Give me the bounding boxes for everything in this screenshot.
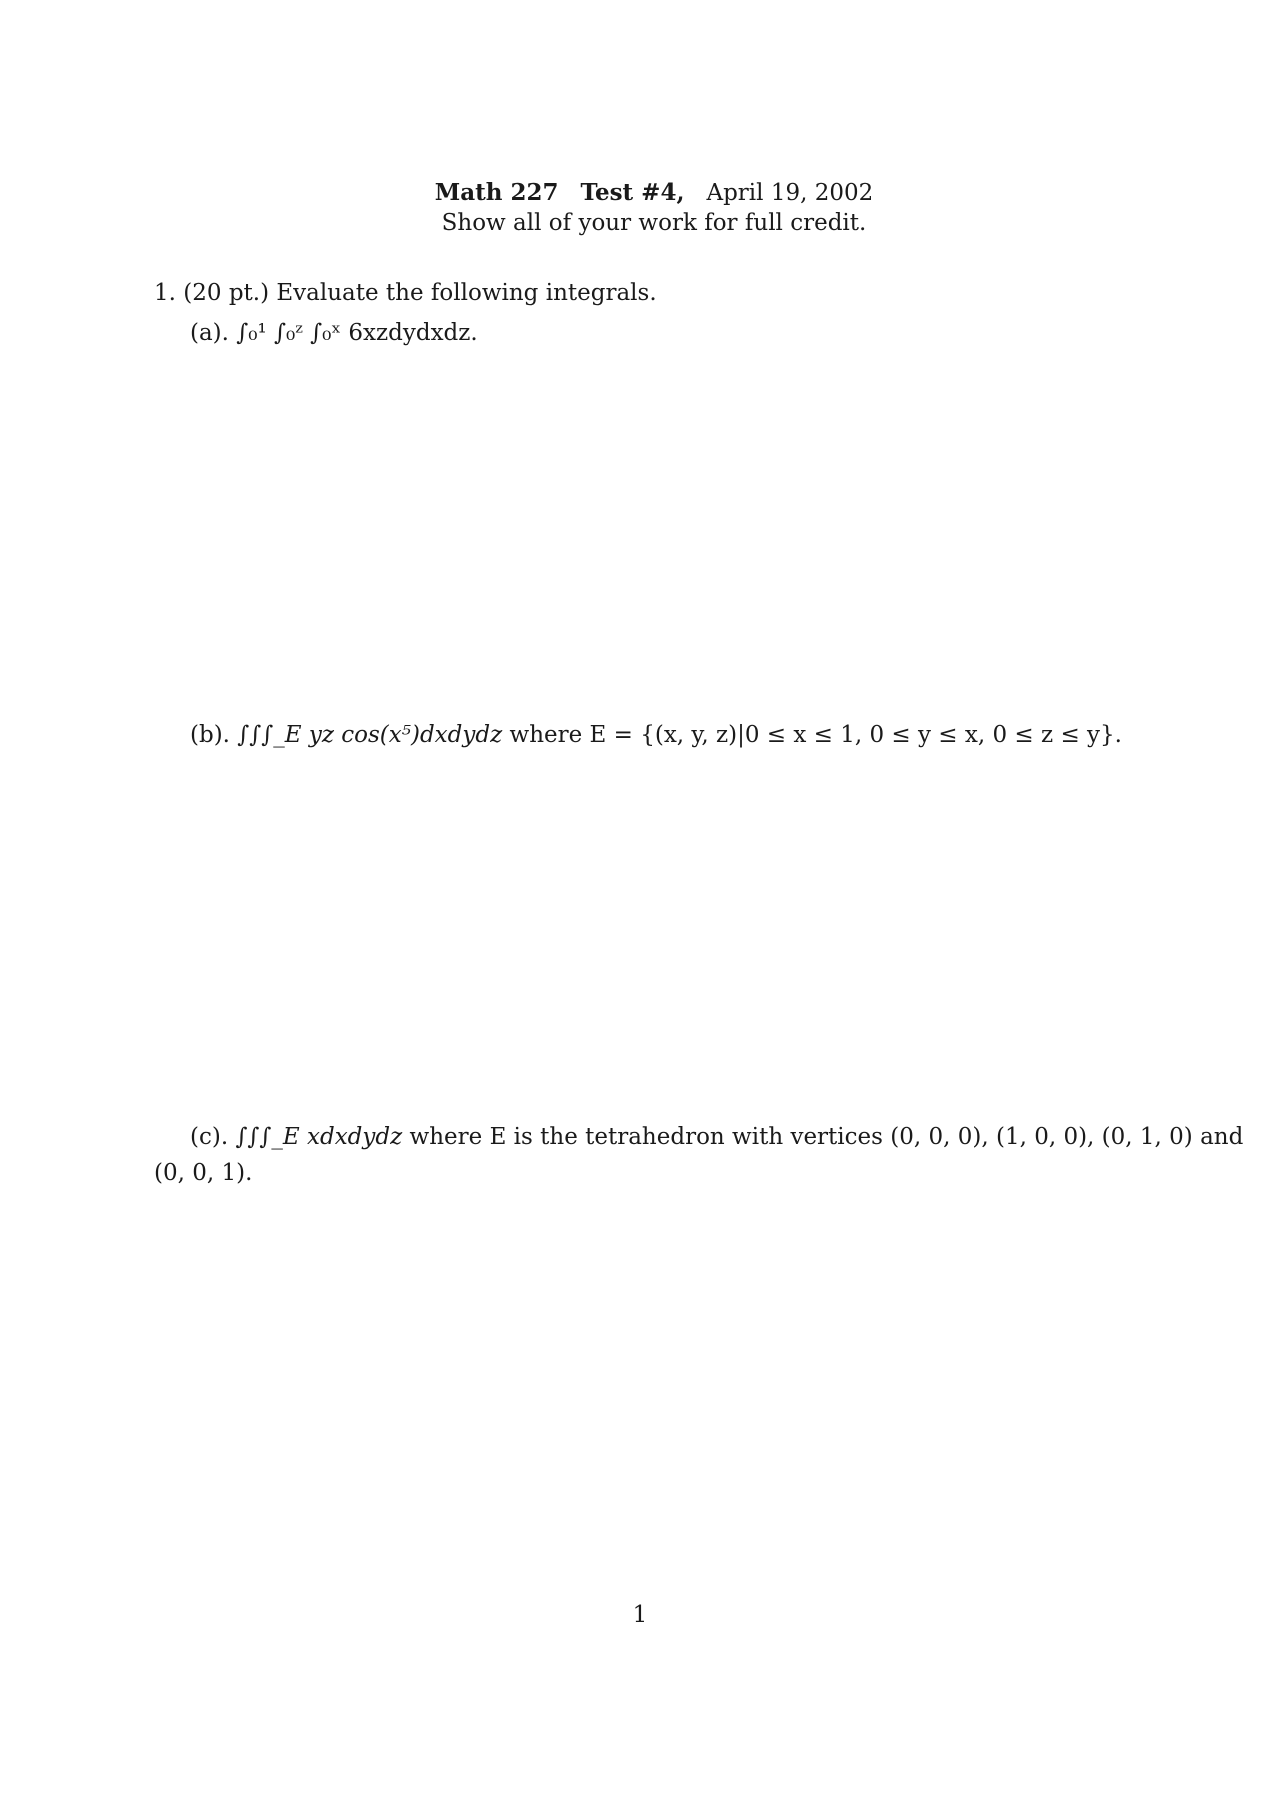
part-c-continued [154, 1158, 252, 1188]
part-b-label: (b). [190, 722, 230, 748]
part-b-condition: where E = {(x, y, z)|0 ≤ x ≤ 1, 0 ≤ y ≤ x, 0 ≤ z ≤ y}. [509, 722, 1122, 748]
test-date: April 19, 2002 [706, 180, 874, 206]
page-number: 1 [632, 1602, 648, 1628]
problem-1-statement [154, 278, 657, 308]
instructions: Show all of your work for full credit. [441, 210, 867, 236]
part-c-condition-line1: where E is the tetrahedron with vertices (0, 0, 0), (1, 0, 0), (0, 1, 0) and [409, 1124, 1244, 1150]
test-name: Test #4, [580, 179, 685, 206]
problem-prompt: Evaluate the following integrals. [276, 280, 657, 306]
part-c-label: (c). [190, 1124, 229, 1150]
part-a-label: (a). [190, 320, 229, 346]
problem-points: (20 pt.) [183, 280, 270, 306]
header-title-line [0, 178, 1280, 208]
course-name: Math 227 [434, 179, 559, 206]
part-c [190, 1122, 1243, 1152]
part-a-expression: ∫₀¹ ∫₀ᶻ ∫₀ˣ 6xzdydxdz. [236, 320, 478, 346]
problem-number: 1. [154, 280, 176, 306]
part-c-condition-line2: (0, 0, 1). [154, 1160, 253, 1186]
part-c-expression: ∫∫∫_E xdxdydz [235, 1124, 403, 1150]
part-a [190, 318, 478, 348]
part-b [190, 720, 1122, 750]
exam-header [0, 178, 1280, 238]
part-b-expression: ∫∫∫_E yz cos(x⁵)dxdydz [237, 722, 503, 748]
